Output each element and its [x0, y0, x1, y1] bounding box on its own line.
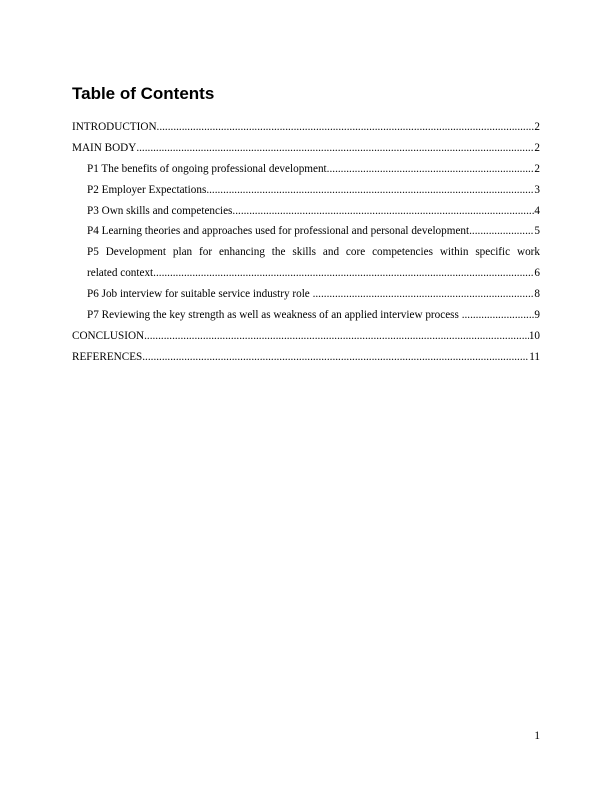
toc-entry-p5-line2[interactable] — [72, 263, 540, 284]
toc-entry-label: P6 Job interview for suitable service industry role — [87, 288, 313, 301]
dot-leader — [313, 284, 535, 305]
toc-entry-page: 4 — [534, 204, 540, 217]
dot-leader — [206, 180, 534, 201]
toc-heading: Table of Contents — [72, 84, 215, 103]
toc-entry-p7[interactable] — [72, 305, 540, 326]
toc-entry-label: MAIN BODY — [72, 141, 137, 154]
dot-leader — [144, 326, 529, 347]
toc-entry-conclusion[interactable] — [72, 326, 540, 347]
toc-entry-p2[interactable] — [72, 180, 540, 201]
dot-leader — [232, 201, 534, 222]
toc-entry-label: REFERENCES — [72, 350, 143, 363]
toc-entry-page: 8 — [534, 288, 540, 301]
toc-entry-label: CONCLUSION — [72, 329, 145, 342]
toc-entry-label: INTRODUCTION — [72, 121, 157, 133]
toc-entry-page: 11 — [529, 350, 540, 363]
dot-leader — [462, 305, 535, 326]
toc-entry-label: P3 Own skills and competencies — [87, 204, 233, 217]
toc-entry-label: related context — [87, 267, 154, 280]
toc-entry-label: P5 Development plan for enhancing the skills and core competencies within specific work — [87, 246, 540, 259]
dot-leader — [469, 221, 534, 242]
dot-leader — [142, 347, 529, 368]
page-number: 1 — [534, 730, 540, 742]
toc-entry-p1[interactable] — [72, 159, 540, 180]
toc-entry-p4[interactable] — [72, 221, 540, 242]
toc-entry-page: 2 — [534, 141, 540, 154]
dot-leader — [136, 138, 534, 159]
dot-leader — [153, 263, 534, 284]
toc-entry-page: 2 — [534, 121, 540, 133]
toc-entry-references[interactable] — [72, 347, 540, 368]
toc-entry-p5-line1[interactable] — [72, 242, 540, 263]
toc-entry-page: 2 — [534, 162, 540, 175]
toc-entry-page: 5 — [534, 225, 540, 238]
toc-entry-label: P1 The benefits of ongoing professional development — [87, 162, 327, 175]
dot-leader — [157, 117, 535, 138]
toc-entry-page: 3 — [534, 183, 540, 196]
toc-entry-p3[interactable] — [72, 201, 540, 222]
toc-entry-label: P4 Learning theories and approaches used for professional and personal development — [87, 225, 470, 238]
toc-entry-page: 9 — [534, 309, 540, 322]
toc-entry-label: P7 Reviewing the key strength as well as weakness of an applied interview process — [87, 309, 462, 322]
table-of-contents — [72, 117, 540, 368]
toc-entry-main-body[interactable] — [72, 138, 540, 159]
toc-entry-page: 10 — [528, 329, 540, 342]
dot-leader — [327, 159, 535, 180]
toc-entry-introduction[interactable] — [72, 117, 540, 138]
toc-entry-page: 6 — [534, 267, 540, 280]
toc-entry-p6[interactable] — [72, 284, 540, 305]
toc-entry-label: P2 Employer Expectations — [87, 183, 207, 196]
